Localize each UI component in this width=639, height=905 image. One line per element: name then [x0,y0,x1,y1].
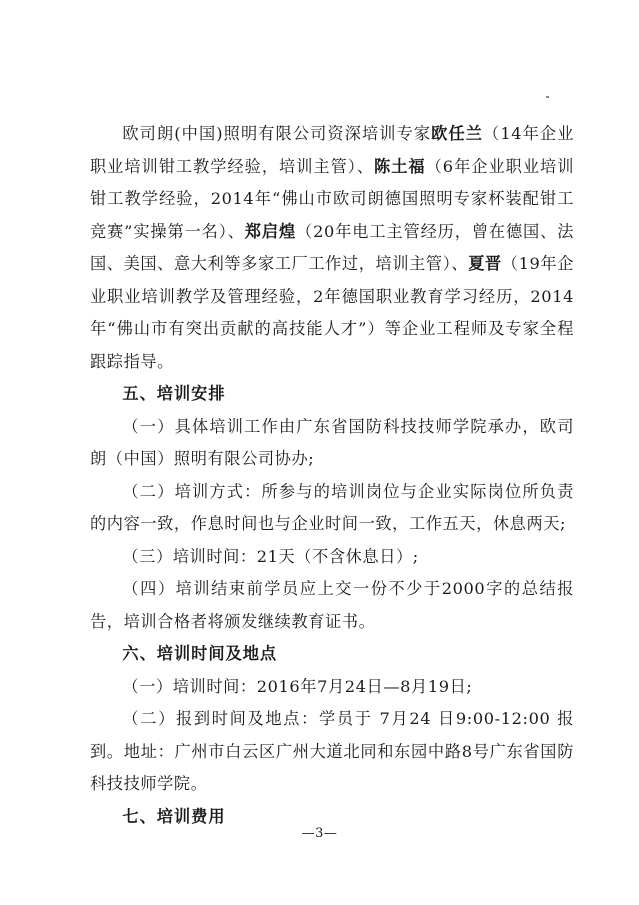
document-body [90,118,574,833]
section-5-item-4: （四）培训结束前学员应上交一份不少于2000字的总结报告，培训合格者将颁发继续教育证书。 [90,579,574,631]
experts-paragraph [90,118,574,378]
section-heading-5: 五、培训安排 [122,384,226,403]
section-5-item-1: （一）具体培训工作由广东省国防科技技师学院承办，欧司朗（中国）照明有限公司协办; [90,416,574,468]
section-heading-6: 六、培训时间及地点 [122,644,278,663]
scan-mark [546,96,549,98]
expert-name-3: 郑启煌 [244,221,297,241]
expert-desc-4: （19年企业职业培训教学及管理经验，2年德国职业教育学习经历，2014年“佛山市有突出贡献的高技能人才”）等企业工程师及专家全程跟踪指导。 [90,254,574,371]
expert-name-4: 夏晋 [468,254,502,273]
section-5-item-2: （二）培训方式：所参与的培训岗位与企业实际岗位所负责的内容一致，作息时间也与企业时间一致，工作五天，休息两天; [90,481,574,533]
expert-desc-3: （20年电工主管经历，曾在德国、法国、美国、意大利等多家工厂工作过，培训主管）、 [90,221,575,273]
section-5-item-3: （三）培训时间：21天（不含休息日）; [122,546,419,566]
section-6-item-1: （一）培训时间：2016年7月24日—8月19日; [122,676,473,696]
section-heading-7: 七、培训费用 [122,806,226,826]
experts-intro-text: 欧司朗(中国)照明有限公司资深培训专家 [122,124,432,143]
page-number: —3— [301,826,338,841]
expert-name-1: 欧任兰 [431,124,484,143]
expert-name-2: 陈土福 [374,156,426,176]
section-6-item-2: （二）报到时间及地点：学员于 7月24 日9:00-12:00 报到。地址：广州市白云区广州大道北同和东园中路8号广东省国防科技技师学院。 [90,709,574,793]
expert-desc-1: （14年企业职业培训钳工教学经验，培训主管）、 [90,124,574,176]
expert-desc-2: （6年企业职业培训钳工教学经验，2014年“佛山市欧司朗德国照明专家杯装配钳工竞赛”实操第一名）、 [90,156,574,241]
